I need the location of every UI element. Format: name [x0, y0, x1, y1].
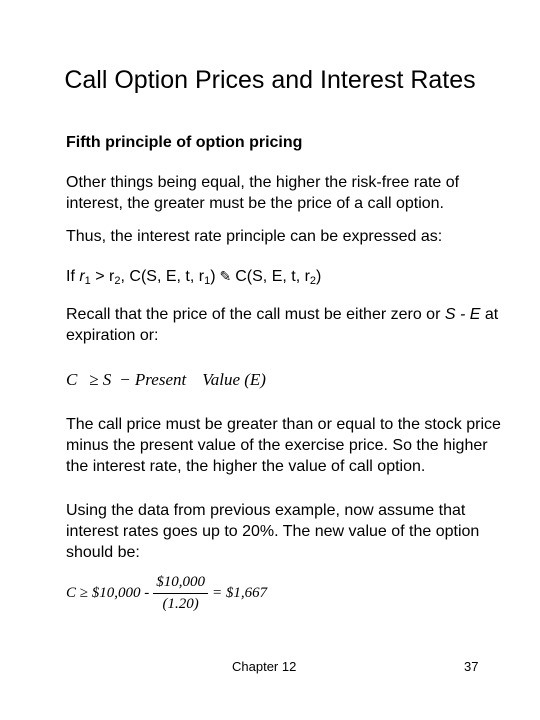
- recall-text: Recall that the price of the call must be either zero or: [66, 306, 441, 323]
- principle-heading: Fifth principle of option pricing: [66, 134, 303, 151]
- call-close-2: ): [316, 268, 322, 285]
- fraction-numerator: $10,000: [153, 574, 208, 594]
- principle-expression: [66, 266, 506, 287]
- r2-subscript: 2: [114, 275, 121, 287]
- recall-paragraph: [66, 304, 506, 346]
- formula-s: S: [102, 370, 112, 389]
- slide-title: Call Option Prices and Interest Rates: [64, 66, 476, 94]
- formula-value: Value (E): [202, 370, 266, 389]
- call-r1-subscript: 1: [204, 275, 211, 287]
- recall-text-end: at expiration or:: [66, 306, 499, 344]
- footer-chapter: Chapter 12: [232, 659, 297, 674]
- call-price-r2: C(S, E, t, r: [235, 268, 310, 285]
- example-formula: [66, 574, 267, 613]
- formula-c: C: [66, 370, 78, 389]
- r1-subscript: 1: [84, 275, 91, 287]
- if-word: If: [66, 268, 75, 285]
- expression-intro: Thus, the interest rate principle can be expressed as:: [66, 228, 443, 245]
- fraction-denominator: (1.20): [162, 596, 199, 612]
- formula2-lhs: C ≥ $10,000 -: [66, 585, 150, 601]
- call-close-1: ): [210, 268, 216, 285]
- fraction: [153, 574, 208, 613]
- formula-present: − Present: [119, 370, 187, 389]
- principle-statement: Other things being equal, the higher the risk-free rate of interest, the greater must be the price of a call option.: [66, 174, 460, 212]
- r-var: r: [79, 268, 85, 285]
- footer-page-number: 37: [464, 659, 479, 674]
- call-price-r1: , C(S, E, t, r: [120, 268, 205, 285]
- comparison-symbol-icon: ✎: [219, 268, 232, 284]
- call-r2-subscript: 2: [309, 275, 317, 287]
- s-minus-e: S - E: [444, 306, 481, 323]
- formula2-result: = $1,667: [211, 585, 268, 601]
- gt-r: > r: [95, 268, 115, 285]
- explanation-paragraph: The call price must be greater than or equal to the stock price minus the present value of the exercise price. So the higher the interest rate, the higher the value of call option.: [66, 416, 501, 475]
- lower-bound-formula: [66, 370, 266, 390]
- example-paragraph: Using the data from previous example, now assume that interest rates goes up to 20%. The new value of the option should be:: [66, 502, 480, 561]
- geq-symbol: ≥: [89, 370, 99, 389]
